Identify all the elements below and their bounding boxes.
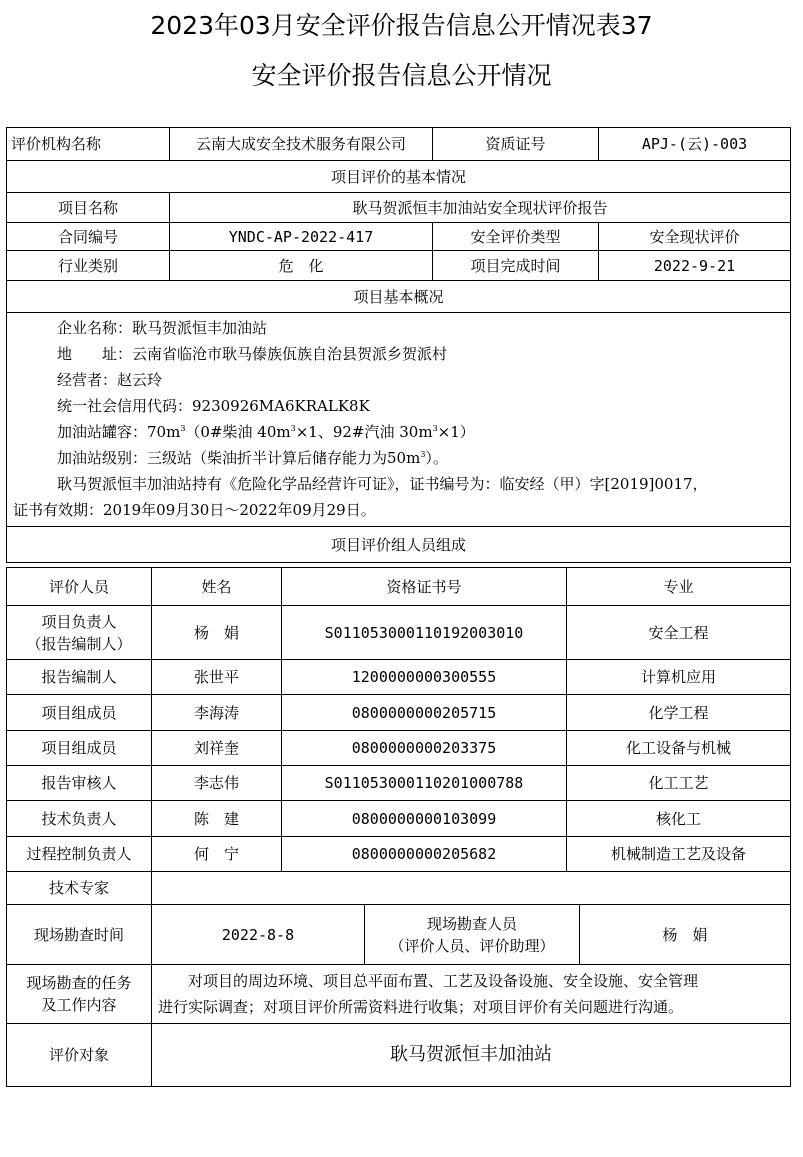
cert-value: APJ-(云)-003 xyxy=(599,128,791,161)
cert-label: 资质证号 xyxy=(433,128,599,161)
credit-code-line: 统一社会信用代码：9230926MA6KRALK8K xyxy=(57,397,370,415)
table-row xyxy=(7,660,791,695)
member-cert: 0800000000103099 xyxy=(282,801,567,837)
basic-info-table xyxy=(6,127,791,563)
project-name-row xyxy=(7,193,791,223)
member-major: 化工设备与机械 xyxy=(567,731,791,766)
member-major: 化工工艺 xyxy=(567,766,791,801)
member-major: 机械制造工艺及设备 xyxy=(567,837,791,872)
survey-task-label: 现场勘查的任务 及工作内容 xyxy=(7,965,152,1024)
member-cert: 0800000000205682 xyxy=(282,837,567,872)
member-name: 李志伟 xyxy=(152,766,282,801)
member-name: 李海涛 xyxy=(152,695,282,731)
member-major: 计算机应用 xyxy=(567,660,791,695)
table-row xyxy=(7,731,791,766)
member-role: 技术负责人 xyxy=(7,801,152,837)
member-major: 化学工程 xyxy=(567,695,791,731)
contract-row xyxy=(7,223,791,251)
tank-capacity-line: 加油站罐容：$70m^3(0\#$柴油 $40m^3\times 1$、92#汽油 $30m^3\times 1$） xyxy=(57,423,475,441)
eval-object-row xyxy=(7,1024,791,1087)
industry-label: 行业类别 xyxy=(7,251,170,281)
overview-section-title: 项目基本概况 xyxy=(7,281,791,313)
member-role: 报告编制人 xyxy=(7,660,152,695)
member-cert: 1200000000300555 xyxy=(282,660,567,695)
document-subtitle: 安全评价报告信息公开情况 xyxy=(251,61,552,90)
org-value: 云南大成安全技术服务有限公司 xyxy=(170,128,433,161)
eval-type-label: 安全评价类型 xyxy=(433,223,599,251)
project-name-value: 耿马贺派恒丰加油站安全现状评价报告 xyxy=(170,193,791,223)
contract-label: 合同编号 xyxy=(7,223,170,251)
member-name: 张世平 xyxy=(152,660,282,695)
member-role: 项目组成员 xyxy=(7,695,152,731)
overview-row xyxy=(7,313,791,527)
expert-row xyxy=(7,872,791,905)
table-row xyxy=(7,801,791,837)
member-cert: 0800000000203375 xyxy=(282,731,567,766)
document-title: 2023年03月安全评价报告信息公开情况表37 xyxy=(150,11,653,40)
license-validity-line: 证书有效期：2019年09月30日～2022年09月29日。 xyxy=(13,501,376,519)
team-header-row xyxy=(7,568,791,606)
table-row xyxy=(7,766,791,801)
survey-task-row xyxy=(7,965,791,1024)
col-header-cert: 资格证书号 xyxy=(282,568,567,606)
col-header-name: 姓名 xyxy=(152,568,282,606)
member-role: 项目负责人 （报告编制人） xyxy=(7,606,152,660)
license-line: 耿马贺派恒丰加油站持有《危险化学品经营许可证》，证书编号为：临安经（甲）字[2019]0017， xyxy=(57,475,708,493)
col-header-major: 专业 xyxy=(567,568,791,606)
eval-type-value: 安全现状评价 xyxy=(599,223,791,251)
team-section-title: 项目评价组人员组成 xyxy=(7,527,791,563)
member-major: 安全工程 xyxy=(567,606,791,660)
survey-time-value: 2022-8-8 xyxy=(152,905,365,965)
member-cert: 0800000000205715 xyxy=(282,695,567,731)
contract-value: YNDC-AP-2022-417 xyxy=(170,223,433,251)
member-cert: S011053000110192003010 xyxy=(282,606,567,660)
org-label: 评价机构名称 xyxy=(7,128,170,161)
survey-task-content: 对项目的周边环境、项目总平面布置、工艺及设备设施、安全设施、安全管理 进行实际调查；对项目评价所需资料进行收集；对项目评价有关问题进行沟通。 xyxy=(152,965,791,1024)
member-major: 核化工 xyxy=(567,801,791,837)
col-header-role: 评价人员 xyxy=(7,568,152,606)
finish-label: 项目完成时间 xyxy=(433,251,599,281)
member-name: 陈 建 xyxy=(152,801,282,837)
member-role: 项目组成员 xyxy=(7,731,152,766)
table-row xyxy=(7,695,791,731)
member-role: 报告审核人 xyxy=(7,766,152,801)
project-name-label: 项目名称 xyxy=(7,193,170,223)
station-level-line: 加油站级别：三级站（柴油折半计算后储存能力为$50m^3$）。 xyxy=(57,449,448,467)
survey-staff-value: 杨 娟 xyxy=(580,905,791,965)
survey-time-label: 现场勘查时间 xyxy=(7,905,152,965)
eval-object-label: 评价对象 xyxy=(7,1024,152,1087)
finish-value: 2022-9-21 xyxy=(599,251,791,281)
company-name-line: 企业名称：耿马贺派恒丰加油站 xyxy=(57,319,268,337)
table-row xyxy=(7,837,791,872)
member-name: 何 宁 xyxy=(152,837,282,872)
eval-object-value: 耿马贺派恒丰加油站 xyxy=(152,1024,791,1087)
industry-row xyxy=(7,251,791,281)
overview-content xyxy=(7,313,791,527)
member-role: 过程控制负责人 xyxy=(7,837,152,872)
industry-value: 危 化 xyxy=(170,251,433,281)
address-line: 地 址：云南省临沧市耿马傣族佤族自治县贺派乡贺派村 xyxy=(57,345,448,363)
table-row xyxy=(7,606,791,660)
team-table xyxy=(6,567,791,905)
survey-time-row xyxy=(7,905,791,965)
member-name: 杨 娟 xyxy=(152,606,282,660)
expert-value xyxy=(152,872,791,905)
survey-staff-label: 现场勘查人员 （评价人员、评价助理） xyxy=(365,905,580,965)
member-cert: S011053000110201000788 xyxy=(282,766,567,801)
basic-section-title: 项目评价的基本情况 xyxy=(7,161,791,193)
survey-table xyxy=(6,904,791,1087)
expert-label: 技术专家 xyxy=(7,872,152,905)
operator-line: 经营者：赵云玲 xyxy=(57,371,163,389)
member-name: 刘祥奎 xyxy=(152,731,282,766)
org-row xyxy=(7,128,791,161)
